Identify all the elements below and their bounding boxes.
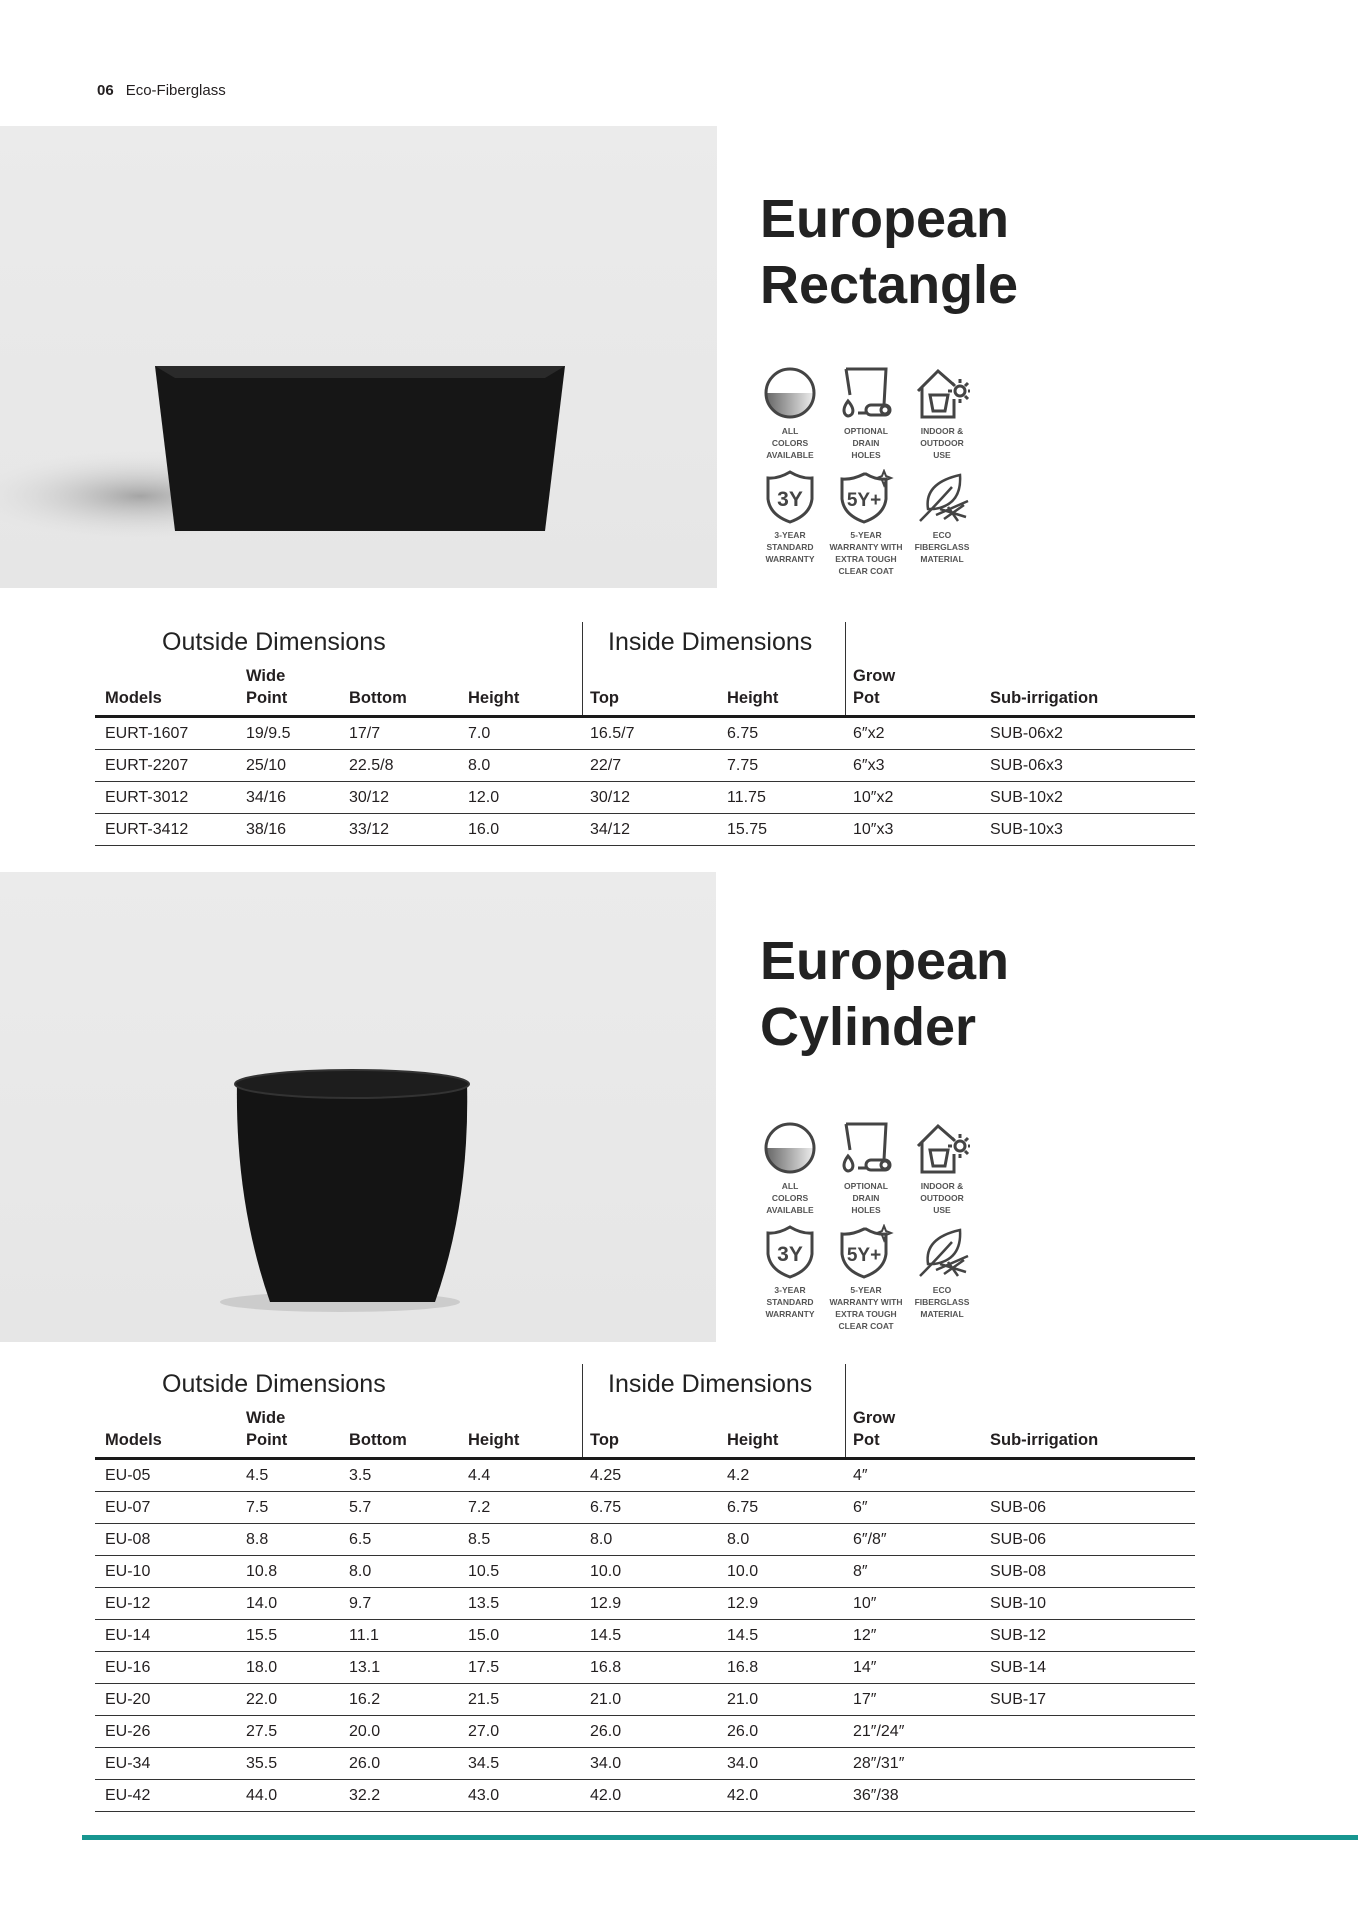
product-title: European Cylinder <box>760 931 1010 1057</box>
feature-label: ECO FIBERGLASS MATERIAL <box>914 1285 970 1319</box>
table-cell: 11.75 <box>727 789 766 806</box>
table-cell: EURT-3012 <box>105 789 189 806</box>
table-cell: SUB-06 <box>990 1499 1047 1516</box>
table-cell: 10″x3 <box>853 821 894 838</box>
table-cell: 33/12 <box>349 821 390 838</box>
table-cell: 4.25 <box>590 1467 622 1484</box>
drain-holes-icon <box>838 1120 894 1176</box>
table-cell: EU-08 <box>105 1531 151 1548</box>
table-cell: 26.0 <box>727 1723 759 1740</box>
table-cell: SUB-14 <box>990 1659 1047 1676</box>
color-palette-icon <box>762 365 818 421</box>
table-cell: 10.8 <box>246 1563 278 1580</box>
table-cell: 26.0 <box>590 1723 622 1740</box>
svg-text:5Y+: 5Y+ <box>846 1245 882 1266</box>
outside-dimensions-heading: Outside Dimensions <box>162 628 386 656</box>
table-cell: 34.0 <box>590 1755 622 1772</box>
feature-item <box>904 469 980 577</box>
feature-item <box>752 469 828 577</box>
table-cell: 8.0 <box>468 757 491 774</box>
table-cell: 6.75 <box>727 1499 759 1516</box>
column-header: Wide Point <box>246 667 288 707</box>
table-cell: EU-14 <box>105 1627 151 1644</box>
table-cell: 27.5 <box>246 1723 278 1740</box>
table-cell: 34/16 <box>246 789 287 806</box>
feature-label: 3-YEAR STANDARD WARRANTY <box>765 1285 815 1319</box>
table-cell: 30/12 <box>349 789 390 806</box>
table-cell: 42.0 <box>727 1787 759 1804</box>
leaf-fiber-icon <box>914 1224 970 1280</box>
table-cell: 34.5 <box>468 1755 500 1772</box>
table-cell: 10.0 <box>590 1563 622 1580</box>
table-row <box>95 1684 1195 1716</box>
table-cell: 16.2 <box>349 1691 381 1708</box>
table-cell: 18.0 <box>246 1659 278 1676</box>
table-cell: 6″ <box>853 1499 868 1516</box>
table-cell: SUB-08 <box>990 1563 1047 1580</box>
table-cell: 21″/24″ <box>853 1723 905 1740</box>
table-cell: SUB-06x2 <box>990 725 1063 742</box>
table-cell: 14.0 <box>246 1595 278 1612</box>
table-cell: 16.8 <box>727 1659 759 1676</box>
table-cell: 8.0 <box>727 1531 750 1548</box>
table-cell: 22.0 <box>246 1691 278 1708</box>
table-cell: 4″ <box>853 1467 868 1484</box>
table-row <box>95 1780 1195 1812</box>
table-cell: 9.7 <box>349 1595 372 1612</box>
feature-label: 5-YEAR WARRANTY WITH EXTRA TOUGH CLEAR COAT <box>829 1285 903 1331</box>
table-cell: EURT-2207 <box>105 757 189 774</box>
table-cell: 10.5 <box>468 1563 500 1580</box>
table-cell: 16.0 <box>468 821 500 838</box>
column-header: Models <box>105 689 162 707</box>
table-cell: 42.0 <box>590 1787 622 1804</box>
table-cell: 20.0 <box>349 1723 381 1740</box>
table-row <box>95 718 1195 750</box>
table-cell: SUB-06 <box>990 1531 1047 1548</box>
column-header: Top <box>590 1431 620 1449</box>
feature-label: INDOOR & OUTDOOR USE <box>920 426 964 460</box>
table-cell: 11.1 <box>349 1627 379 1644</box>
feature-item <box>904 1224 980 1332</box>
feature-label: 3-YEAR STANDARD WARRANTY <box>765 530 815 564</box>
table-cell: EU-07 <box>105 1499 151 1516</box>
table-cell: 19/9.5 <box>246 725 291 742</box>
table-cell: 6.75 <box>727 725 759 742</box>
table-cell: EU-05 <box>105 1467 151 1484</box>
table-cell: EURT-1607 <box>105 725 189 742</box>
feature-label: ECO FIBERGLASS MATERIAL <box>914 530 970 564</box>
table-row <box>95 814 1195 846</box>
table-cell: 8.5 <box>468 1531 491 1548</box>
table-cell: EU-34 <box>105 1755 151 1772</box>
table-cell: 14.5 <box>590 1627 622 1644</box>
table-cell: 10.0 <box>727 1563 759 1580</box>
feature-label: ALL COLORS AVAILABLE <box>766 426 814 460</box>
svg-text:3Y: 3Y <box>777 1243 803 1266</box>
shield-5y-plus-icon <box>838 469 894 525</box>
table-cell: 4.4 <box>468 1467 491 1484</box>
svg-text:3Y: 3Y <box>777 488 803 511</box>
table-cell: 22.5/8 <box>349 757 394 774</box>
color-palette-icon <box>762 1120 818 1176</box>
table-cell: 25/10 <box>246 757 287 774</box>
table-cell: 6″x3 <box>853 757 885 774</box>
feature-item <box>828 469 904 577</box>
shield-3y-icon <box>762 469 818 525</box>
table-cell: EU-12 <box>105 1595 151 1612</box>
table-cell: 12″ <box>853 1627 877 1644</box>
inside-dimensions-heading: Inside Dimensions <box>608 628 813 656</box>
inside-dimensions-heading: Inside Dimensions <box>608 1370 813 1398</box>
column-header: Grow Pot <box>853 1409 896 1449</box>
table-row <box>95 1588 1195 1620</box>
table-cell: 10″x2 <box>853 789 894 806</box>
table-row <box>95 750 1195 782</box>
table-cell: SUB-10 <box>990 1595 1047 1612</box>
column-header: Height <box>727 1431 779 1449</box>
table-cell: 17/7 <box>349 725 381 742</box>
table-cell: 17.5 <box>468 1659 500 1676</box>
feature-item <box>752 1224 828 1332</box>
table-cell: 6″x2 <box>853 725 885 742</box>
table-cell: SUB-12 <box>990 1627 1047 1644</box>
table-cell: 26.0 <box>349 1755 381 1772</box>
table-cell: EU-16 <box>105 1659 151 1676</box>
feature-icons <box>752 365 982 577</box>
table-cell: 21.5 <box>468 1691 500 1708</box>
table-cell: 13.5 <box>468 1595 500 1612</box>
table-cell: EURT-3412 <box>105 821 189 838</box>
column-header: Bottom <box>349 689 407 707</box>
table-cell: 28″/31″ <box>853 1755 905 1772</box>
column-header: Sub-irrigation <box>990 1431 1099 1449</box>
table-row <box>95 1620 1195 1652</box>
table-cell: EU-42 <box>105 1787 151 1804</box>
table-cell: 36″/38 <box>853 1787 899 1804</box>
table-cell: 5.7 <box>349 1499 372 1516</box>
footer-rule <box>82 1835 1358 1840</box>
table-cell: 7.5 <box>246 1499 269 1516</box>
table-cell: 17″ <box>853 1691 877 1708</box>
column-header: Height <box>727 689 779 707</box>
page-number: 06 <box>97 82 114 99</box>
table-cell: 22/7 <box>590 757 622 774</box>
table-cell: 43.0 <box>468 1787 500 1804</box>
section-name: Eco-Fiberglass <box>125 82 226 99</box>
table-cell: SUB-06x3 <box>990 757 1063 774</box>
table-row <box>95 1460 1195 1492</box>
table-row <box>95 1716 1195 1748</box>
table-cell: 27.0 <box>468 1723 500 1740</box>
feature-item <box>904 1120 980 1216</box>
table-row <box>95 1524 1195 1556</box>
table-cell: 7.0 <box>468 725 491 742</box>
feature-label: OPTIONAL DRAIN HOLES <box>844 1181 888 1215</box>
table-cell: SUB-17 <box>990 1691 1047 1708</box>
table-cell: 12.0 <box>468 789 500 806</box>
table-row <box>95 782 1195 814</box>
feature-label: INDOOR & OUTDOOR USE <box>920 1181 964 1215</box>
table-cell: 15.5 <box>246 1627 278 1644</box>
table-cell: 10″ <box>853 1595 877 1612</box>
column-header: Top <box>590 689 620 707</box>
table-cell: 7.75 <box>727 757 759 774</box>
table-cell: 8″ <box>853 1563 868 1580</box>
table-cell: 4.2 <box>727 1467 750 1484</box>
table-cell: 16.8 <box>590 1659 622 1676</box>
table-cell: 3.5 <box>349 1467 372 1484</box>
table-cell: SUB-10x2 <box>990 789 1063 806</box>
svg-text:5Y+: 5Y+ <box>846 490 882 511</box>
table-cell: 8.0 <box>590 1531 613 1548</box>
outside-dimensions-heading: Outside Dimensions <box>162 1370 386 1398</box>
table-cell: 12.9 <box>727 1595 759 1612</box>
feature-icons <box>752 1120 982 1332</box>
feature-item <box>752 365 828 461</box>
table-cell: 13.1 <box>349 1659 381 1676</box>
table-cell: 8.8 <box>246 1531 269 1548</box>
table-cell: 15.0 <box>468 1627 500 1644</box>
column-header: Wide Point <box>246 1409 288 1449</box>
column-header: Height <box>468 1431 520 1449</box>
table-cell: 4.5 <box>246 1467 269 1484</box>
table-row <box>95 1492 1195 1524</box>
table-cell: 44.0 <box>246 1787 278 1804</box>
table-cell: 21.0 <box>590 1691 622 1708</box>
column-header: Sub-irrigation <box>990 689 1099 707</box>
product-title: European Rectangle <box>760 189 1019 315</box>
feature-item <box>752 1120 828 1216</box>
cylinder-planter-photo <box>0 872 716 1342</box>
indoor-outdoor-icon <box>914 365 970 421</box>
table-cell: 34/12 <box>590 821 631 838</box>
table-cell: 16.5/7 <box>590 725 635 742</box>
column-header: Grow Pot <box>853 667 896 707</box>
drain-holes-icon <box>838 365 894 421</box>
feature-label: 5-YEAR WARRANTY WITH EXTRA TOUGH CLEAR COAT <box>829 530 903 576</box>
table-cell: 32.2 <box>349 1787 381 1804</box>
table-cell: 6.75 <box>590 1499 622 1516</box>
shield-3y-icon <box>762 1224 818 1280</box>
rectangle-planter-photo <box>0 126 717 588</box>
table-cell: EU-26 <box>105 1723 151 1740</box>
table-cell: 6.5 <box>349 1531 372 1548</box>
table-row <box>95 1748 1195 1780</box>
feature-label: ALL COLORS AVAILABLE <box>766 1181 814 1215</box>
column-header: Models <box>105 1431 162 1449</box>
table-cell: EU-10 <box>105 1563 151 1580</box>
table-cell: 8.0 <box>349 1563 372 1580</box>
indoor-outdoor-icon <box>914 1120 970 1176</box>
table-cell: 14.5 <box>727 1627 759 1644</box>
table-cell: 30/12 <box>590 789 631 806</box>
table-cell: 14″ <box>853 1659 877 1676</box>
feature-item <box>904 365 980 461</box>
table-header <box>95 1409 1195 1457</box>
column-header: Height <box>468 689 520 707</box>
feature-label: OPTIONAL DRAIN HOLES <box>844 426 888 460</box>
feature-item <box>828 365 904 461</box>
leaf-fiber-icon <box>914 469 970 525</box>
page-header <box>97 82 226 99</box>
table-header <box>95 667 1195 715</box>
shield-5y-plus-icon <box>838 1224 894 1280</box>
feature-item <box>828 1224 904 1332</box>
table-cell: 38/16 <box>246 821 287 838</box>
table-cell: SUB-10x3 <box>990 821 1063 838</box>
table-cell: 15.75 <box>727 821 768 838</box>
table-row <box>95 1652 1195 1684</box>
table-cell: 35.5 <box>246 1755 278 1772</box>
table-cell: 7.2 <box>468 1499 491 1516</box>
table-cell: 34.0 <box>727 1755 759 1772</box>
table-cell: EU-20 <box>105 1691 151 1708</box>
column-header: Bottom <box>349 1431 407 1449</box>
feature-item <box>828 1120 904 1216</box>
table-cell: 12.9 <box>590 1595 622 1612</box>
table-row <box>95 1556 1195 1588</box>
table-cell: 21.0 <box>727 1691 759 1708</box>
table-cell: 6″/8″ <box>853 1531 887 1548</box>
